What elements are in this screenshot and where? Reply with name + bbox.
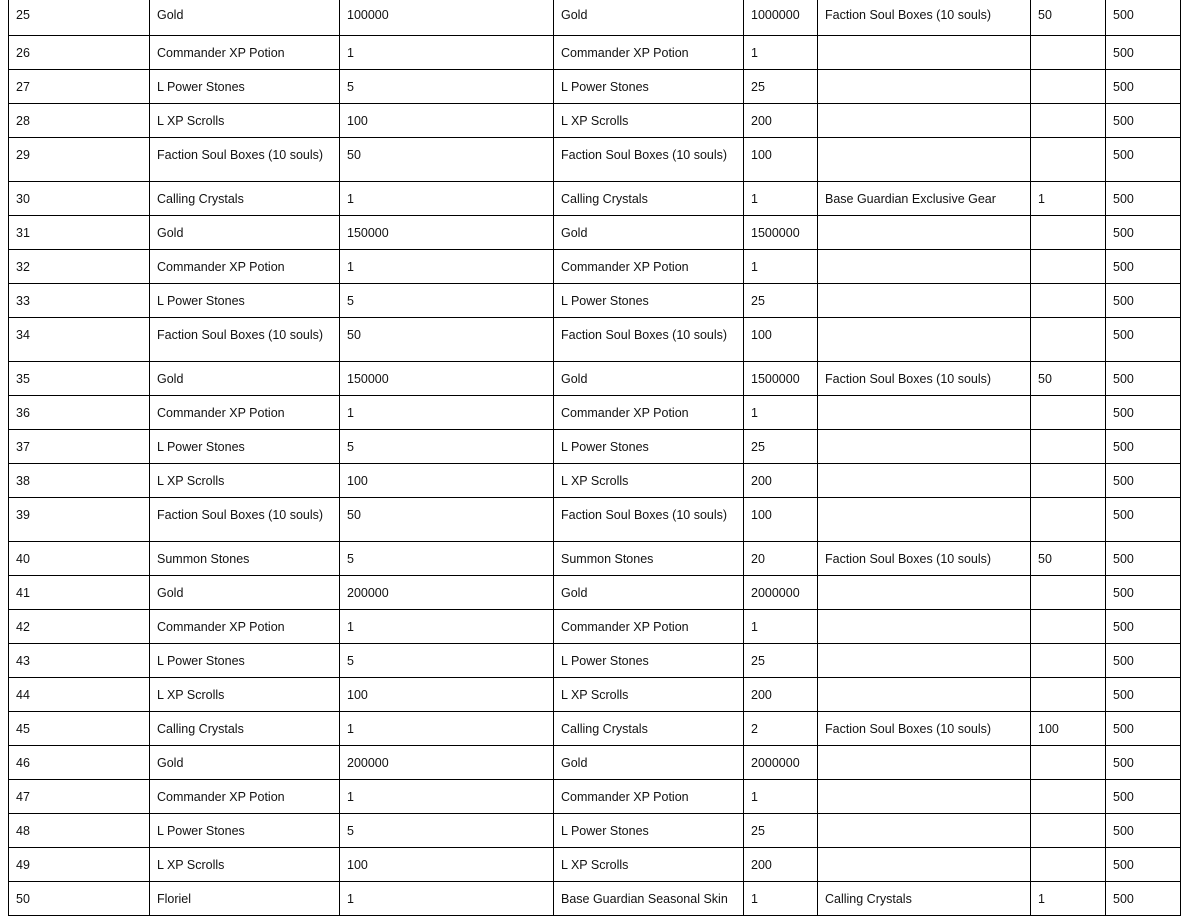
free-reward-item-cell: Commander XP Potion xyxy=(150,780,340,814)
rewards-table-body xyxy=(9,0,1181,916)
premium-reward-item-cell: L Power Stones xyxy=(554,430,744,464)
premium-reward-qty-cell: 1 xyxy=(744,396,818,430)
level-cell: 41 xyxy=(9,576,150,610)
premium-reward-item-cell: Commander XP Potion xyxy=(554,396,744,430)
bonus-reward-item-cell xyxy=(818,70,1031,104)
free-reward-qty-cell: 200000 xyxy=(340,746,554,780)
bonus-reward-item-cell xyxy=(818,746,1031,780)
level-cell: 50 xyxy=(9,882,150,916)
bonus-reward-qty-cell xyxy=(1031,644,1106,678)
table-row xyxy=(9,848,1181,882)
premium-reward-qty-cell: 1 xyxy=(744,780,818,814)
premium-reward-item-cell: L Power Stones xyxy=(554,814,744,848)
bonus-reward-qty-cell xyxy=(1031,36,1106,70)
free-reward-item-cell: L XP Scrolls xyxy=(150,848,340,882)
table-row xyxy=(9,216,1181,250)
level-cell: 39 xyxy=(9,498,150,542)
bonus-reward-item-cell xyxy=(818,396,1031,430)
points-cell: 500 xyxy=(1106,250,1181,284)
points-cell: 500 xyxy=(1106,746,1181,780)
premium-reward-qty-cell: 1500000 xyxy=(744,362,818,396)
free-reward-qty-cell: 50 xyxy=(340,318,554,362)
points-cell: 500 xyxy=(1106,464,1181,498)
bonus-reward-qty-cell xyxy=(1031,216,1106,250)
table-row xyxy=(9,464,1181,498)
points-cell: 500 xyxy=(1106,36,1181,70)
points-cell: 500 xyxy=(1106,814,1181,848)
bonus-reward-qty-cell: 50 xyxy=(1031,542,1106,576)
premium-reward-qty-cell: 100 xyxy=(744,138,818,182)
points-cell: 500 xyxy=(1106,182,1181,216)
free-reward-item-cell: Summon Stones xyxy=(150,542,340,576)
bonus-reward-item-cell xyxy=(818,36,1031,70)
level-cell: 36 xyxy=(9,396,150,430)
free-reward-item-cell: L XP Scrolls xyxy=(150,678,340,712)
premium-reward-item-cell: Gold xyxy=(554,216,744,250)
bonus-reward-qty-cell xyxy=(1031,610,1106,644)
free-reward-qty-cell: 1 xyxy=(340,250,554,284)
free-reward-qty-cell: 100000 xyxy=(340,0,554,36)
level-cell: 34 xyxy=(9,318,150,362)
bonus-reward-item-cell xyxy=(818,104,1031,138)
points-cell: 500 xyxy=(1106,430,1181,464)
free-reward-qty-cell: 1 xyxy=(340,882,554,916)
table-row xyxy=(9,542,1181,576)
points-cell: 500 xyxy=(1106,396,1181,430)
free-reward-item-cell: Gold xyxy=(150,0,340,36)
free-reward-item-cell: Commander XP Potion xyxy=(150,250,340,284)
bonus-reward-qty-cell xyxy=(1031,464,1106,498)
bonus-reward-qty-cell: 100 xyxy=(1031,712,1106,746)
level-cell: 47 xyxy=(9,780,150,814)
points-cell: 500 xyxy=(1106,542,1181,576)
premium-reward-qty-cell: 1 xyxy=(744,250,818,284)
premium-reward-item-cell: Commander XP Potion xyxy=(554,250,744,284)
points-cell: 500 xyxy=(1106,318,1181,362)
level-cell: 48 xyxy=(9,814,150,848)
premium-reward-item-cell: Gold xyxy=(554,362,744,396)
bonus-reward-item-cell xyxy=(818,216,1031,250)
table-row xyxy=(9,644,1181,678)
premium-reward-qty-cell: 25 xyxy=(744,284,818,318)
premium-reward-item-cell: L Power Stones xyxy=(554,284,744,318)
free-reward-qty-cell: 150000 xyxy=(340,362,554,396)
table-row xyxy=(9,882,1181,916)
table-row xyxy=(9,780,1181,814)
level-cell: 42 xyxy=(9,610,150,644)
points-cell: 500 xyxy=(1106,104,1181,138)
table-row xyxy=(9,250,1181,284)
bonus-reward-item-cell xyxy=(818,250,1031,284)
premium-reward-item-cell: Faction Soul Boxes (10 souls) xyxy=(554,318,744,362)
premium-reward-item-cell: Commander XP Potion xyxy=(554,610,744,644)
level-cell: 28 xyxy=(9,104,150,138)
premium-reward-item-cell: L XP Scrolls xyxy=(554,848,744,882)
free-reward-qty-cell: 1 xyxy=(340,780,554,814)
free-reward-item-cell: Gold xyxy=(150,362,340,396)
premium-reward-qty-cell: 25 xyxy=(744,644,818,678)
bonus-reward-item-cell: Faction Soul Boxes (10 souls) xyxy=(818,712,1031,746)
points-cell: 500 xyxy=(1106,216,1181,250)
bonus-reward-item-cell xyxy=(818,848,1031,882)
level-cell: 33 xyxy=(9,284,150,318)
level-cell: 31 xyxy=(9,216,150,250)
level-cell: 26 xyxy=(9,36,150,70)
table-row xyxy=(9,576,1181,610)
bonus-reward-qty-cell xyxy=(1031,746,1106,780)
premium-reward-qty-cell: 25 xyxy=(744,70,818,104)
bonus-reward-qty-cell xyxy=(1031,104,1106,138)
premium-reward-item-cell: Summon Stones xyxy=(554,542,744,576)
free-reward-item-cell: Gold xyxy=(150,216,340,250)
premium-reward-qty-cell: 1 xyxy=(744,882,818,916)
table-row xyxy=(9,430,1181,464)
free-reward-item-cell: Commander XP Potion xyxy=(150,610,340,644)
points-cell: 500 xyxy=(1106,138,1181,182)
free-reward-item-cell: L XP Scrolls xyxy=(150,104,340,138)
level-cell: 32 xyxy=(9,250,150,284)
free-reward-item-cell: L Power Stones xyxy=(150,70,340,104)
bonus-reward-item-cell xyxy=(818,814,1031,848)
rewards-table-container xyxy=(8,0,1180,916)
bonus-reward-item-cell: Faction Soul Boxes (10 souls) xyxy=(818,0,1031,36)
premium-reward-item-cell: Gold xyxy=(554,0,744,36)
bonus-reward-item-cell xyxy=(818,576,1031,610)
free-reward-item-cell: L XP Scrolls xyxy=(150,464,340,498)
level-cell: 38 xyxy=(9,464,150,498)
premium-reward-qty-cell: 1500000 xyxy=(744,216,818,250)
free-reward-qty-cell: 1 xyxy=(340,610,554,644)
bonus-reward-item-cell: Faction Soul Boxes (10 souls) xyxy=(818,542,1031,576)
level-cell: 43 xyxy=(9,644,150,678)
premium-reward-qty-cell: 2000000 xyxy=(744,746,818,780)
level-cell: 25 xyxy=(9,0,150,36)
bonus-reward-item-cell xyxy=(818,430,1031,464)
free-reward-item-cell: Commander XP Potion xyxy=(150,396,340,430)
bonus-reward-item-cell xyxy=(818,138,1031,182)
bonus-reward-qty-cell xyxy=(1031,250,1106,284)
points-cell: 500 xyxy=(1106,780,1181,814)
free-reward-qty-cell: 50 xyxy=(340,138,554,182)
free-reward-item-cell: Gold xyxy=(150,746,340,780)
bonus-reward-item-cell xyxy=(818,464,1031,498)
points-cell: 500 xyxy=(1106,610,1181,644)
free-reward-qty-cell: 1 xyxy=(340,396,554,430)
bonus-reward-qty-cell xyxy=(1031,678,1106,712)
bonus-reward-qty-cell xyxy=(1031,576,1106,610)
bonus-reward-qty-cell: 50 xyxy=(1031,0,1106,36)
bonus-reward-item-cell xyxy=(818,284,1031,318)
premium-reward-item-cell: Faction Soul Boxes (10 souls) xyxy=(554,138,744,182)
premium-reward-qty-cell: 1 xyxy=(744,36,818,70)
points-cell: 500 xyxy=(1106,0,1181,36)
bonus-reward-item-cell xyxy=(818,318,1031,362)
free-reward-qty-cell: 200000 xyxy=(340,576,554,610)
free-reward-item-cell: L Power Stones xyxy=(150,814,340,848)
points-cell: 500 xyxy=(1106,362,1181,396)
table-row xyxy=(9,678,1181,712)
level-cell: 44 xyxy=(9,678,150,712)
premium-reward-qty-cell: 2 xyxy=(744,712,818,746)
free-reward-item-cell: Calling Crystals xyxy=(150,712,340,746)
free-reward-qty-cell: 5 xyxy=(340,284,554,318)
free-reward-qty-cell: 100 xyxy=(340,678,554,712)
premium-reward-item-cell: Commander XP Potion xyxy=(554,780,744,814)
table-row xyxy=(9,610,1181,644)
points-cell: 500 xyxy=(1106,712,1181,746)
bonus-reward-item-cell: Calling Crystals xyxy=(818,882,1031,916)
points-cell: 500 xyxy=(1106,70,1181,104)
premium-reward-item-cell: L XP Scrolls xyxy=(554,104,744,138)
free-reward-qty-cell: 100 xyxy=(340,848,554,882)
free-reward-item-cell: Faction Soul Boxes (10 souls) xyxy=(150,498,340,542)
bonus-reward-qty-cell xyxy=(1031,780,1106,814)
premium-reward-qty-cell: 100 xyxy=(744,318,818,362)
bonus-reward-item-cell xyxy=(818,610,1031,644)
free-reward-qty-cell: 5 xyxy=(340,70,554,104)
level-cell: 35 xyxy=(9,362,150,396)
free-reward-qty-cell: 5 xyxy=(340,814,554,848)
premium-reward-item-cell: Faction Soul Boxes (10 souls) xyxy=(554,498,744,542)
level-cell: 45 xyxy=(9,712,150,746)
premium-reward-item-cell: L Power Stones xyxy=(554,644,744,678)
premium-reward-qty-cell: 20 xyxy=(744,542,818,576)
bonus-reward-item-cell xyxy=(818,780,1031,814)
points-cell: 500 xyxy=(1106,678,1181,712)
premium-reward-qty-cell: 1 xyxy=(744,182,818,216)
free-reward-qty-cell: 1 xyxy=(340,182,554,216)
free-reward-qty-cell: 50 xyxy=(340,498,554,542)
free-reward-item-cell: L Power Stones xyxy=(150,430,340,464)
bonus-reward-qty-cell: 1 xyxy=(1031,182,1106,216)
premium-reward-qty-cell: 1000000 xyxy=(744,0,818,36)
bonus-reward-item-cell xyxy=(818,644,1031,678)
points-cell: 500 xyxy=(1106,882,1181,916)
table-row xyxy=(9,36,1181,70)
premium-reward-item-cell: L XP Scrolls xyxy=(554,464,744,498)
premium-reward-qty-cell: 100 xyxy=(744,498,818,542)
free-reward-item-cell: Calling Crystals xyxy=(150,182,340,216)
premium-reward-item-cell: Calling Crystals xyxy=(554,182,744,216)
table-row xyxy=(9,814,1181,848)
points-cell: 500 xyxy=(1106,284,1181,318)
premium-reward-qty-cell: 25 xyxy=(744,430,818,464)
free-reward-item-cell: Faction Soul Boxes (10 souls) xyxy=(150,318,340,362)
bonus-reward-qty-cell xyxy=(1031,284,1106,318)
free-reward-item-cell: L Power Stones xyxy=(150,644,340,678)
table-row xyxy=(9,498,1181,542)
bonus-reward-qty-cell xyxy=(1031,848,1106,882)
premium-reward-qty-cell: 200 xyxy=(744,678,818,712)
bonus-reward-qty-cell xyxy=(1031,430,1106,464)
bonus-reward-qty-cell xyxy=(1031,814,1106,848)
table-row xyxy=(9,362,1181,396)
premium-reward-item-cell: Gold xyxy=(554,576,744,610)
table-row xyxy=(9,138,1181,182)
free-reward-item-cell: Commander XP Potion xyxy=(150,36,340,70)
free-reward-item-cell: L Power Stones xyxy=(150,284,340,318)
points-cell: 500 xyxy=(1106,576,1181,610)
premium-reward-item-cell: L Power Stones xyxy=(554,70,744,104)
points-cell: 500 xyxy=(1106,498,1181,542)
premium-reward-item-cell: L XP Scrolls xyxy=(554,678,744,712)
table-row xyxy=(9,746,1181,780)
table-row xyxy=(9,70,1181,104)
bonus-reward-item-cell xyxy=(818,678,1031,712)
bonus-reward-qty-cell xyxy=(1031,396,1106,430)
premium-reward-item-cell: Commander XP Potion xyxy=(554,36,744,70)
level-cell: 29 xyxy=(9,138,150,182)
table-row xyxy=(9,182,1181,216)
free-reward-qty-cell: 150000 xyxy=(340,216,554,250)
level-cell: 40 xyxy=(9,542,150,576)
table-row xyxy=(9,318,1181,362)
premium-reward-item-cell: Gold xyxy=(554,746,744,780)
free-reward-qty-cell: 5 xyxy=(340,644,554,678)
level-cell: 27 xyxy=(9,70,150,104)
premium-reward-qty-cell: 200 xyxy=(744,104,818,138)
bonus-reward-qty-cell: 1 xyxy=(1031,882,1106,916)
free-reward-item-cell: Floriel xyxy=(150,882,340,916)
level-cell: 37 xyxy=(9,430,150,464)
level-cell: 49 xyxy=(9,848,150,882)
bonus-reward-qty-cell xyxy=(1031,498,1106,542)
premium-reward-qty-cell: 1 xyxy=(744,610,818,644)
level-cell: 30 xyxy=(9,182,150,216)
points-cell: 500 xyxy=(1106,848,1181,882)
free-reward-qty-cell: 100 xyxy=(340,464,554,498)
free-reward-qty-cell: 5 xyxy=(340,542,554,576)
premium-reward-qty-cell: 200 xyxy=(744,848,818,882)
premium-reward-item-cell: Calling Crystals xyxy=(554,712,744,746)
rewards-table xyxy=(8,0,1181,916)
level-cell: 46 xyxy=(9,746,150,780)
table-row xyxy=(9,712,1181,746)
free-reward-qty-cell: 100 xyxy=(340,104,554,138)
premium-reward-item-cell: Base Guardian Seasonal Skin xyxy=(554,882,744,916)
table-row xyxy=(9,104,1181,138)
free-reward-qty-cell: 1 xyxy=(340,36,554,70)
bonus-reward-qty-cell: 50 xyxy=(1031,362,1106,396)
premium-reward-qty-cell: 25 xyxy=(744,814,818,848)
bonus-reward-item-cell: Base Guardian Exclusive Gear xyxy=(818,182,1031,216)
table-row xyxy=(9,284,1181,318)
premium-reward-qty-cell: 200 xyxy=(744,464,818,498)
free-reward-item-cell: Faction Soul Boxes (10 souls) xyxy=(150,138,340,182)
bonus-reward-qty-cell xyxy=(1031,318,1106,362)
bonus-reward-item-cell xyxy=(818,498,1031,542)
premium-reward-qty-cell: 2000000 xyxy=(744,576,818,610)
bonus-reward-item-cell: Faction Soul Boxes (10 souls) xyxy=(818,362,1031,396)
table-row xyxy=(9,396,1181,430)
free-reward-item-cell: Gold xyxy=(150,576,340,610)
bonus-reward-qty-cell xyxy=(1031,138,1106,182)
free-reward-qty-cell: 5 xyxy=(340,430,554,464)
bonus-reward-qty-cell xyxy=(1031,70,1106,104)
table-row xyxy=(9,0,1181,36)
points-cell: 500 xyxy=(1106,644,1181,678)
free-reward-qty-cell: 1 xyxy=(340,712,554,746)
